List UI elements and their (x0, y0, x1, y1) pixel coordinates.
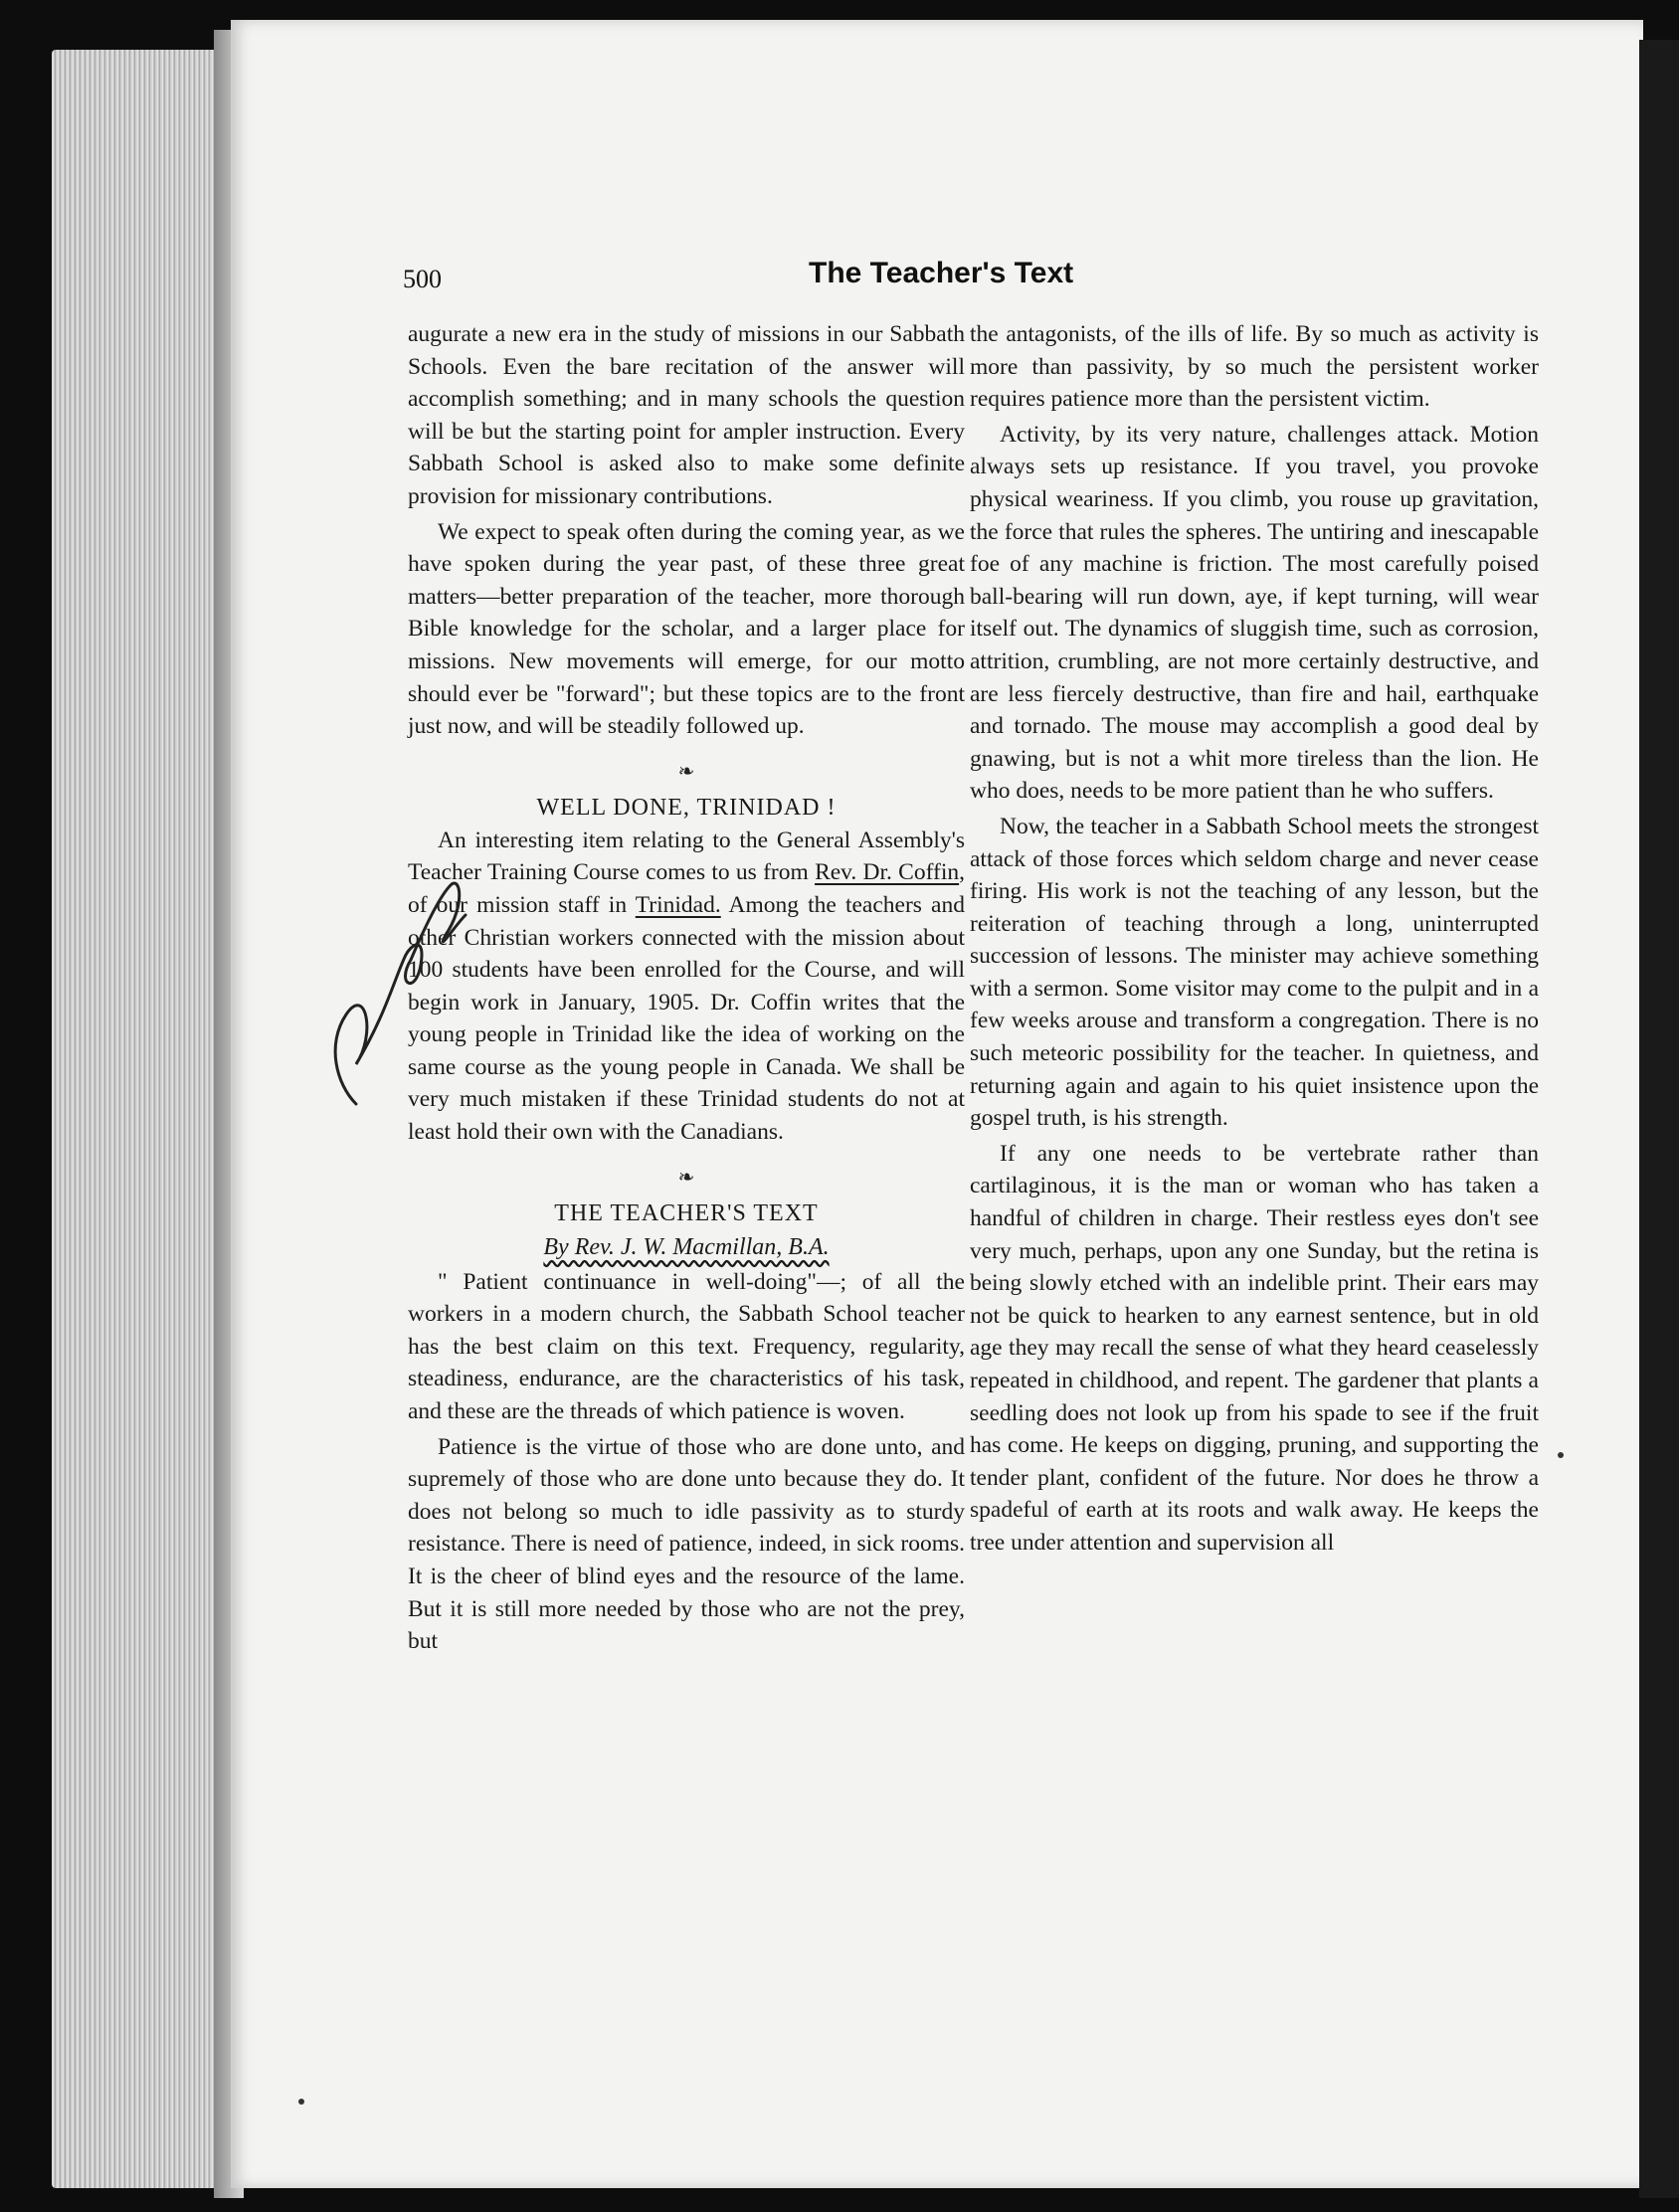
paragraph: Patience is the virtue of those who are done unto, and supremely of those who are done unto because they do. It does not belong so much to idle passivity as to sturdy resistance. There is need of patience, indeed, in sick rooms. It is the cheer of blind eyes and the resource of the lame. But it is still more needed by those who are not the prey, but (408, 1433, 965, 1655)
section-ornament: ❧ (677, 760, 695, 783)
underlined-place: Trinidad. (635, 891, 721, 918)
text-run: An interesting item relating to the General Assembly's Teacher Training Course comes to us from (408, 827, 965, 886)
paragraph: augurate a new era in the study of missions in our Sabbath Schools. Even the bare recitation of the answer will accomplish something; and in many schools the question will be but the starting point for ampler instruction. Every Sabbath School is asked also to make some definite provision for missionary contributions. (408, 321, 965, 509)
article-byline: By Rev. J. W. Macmillan, B.A. (543, 1233, 830, 1260)
text-run: , of our mission staff in (408, 859, 965, 918)
section-ornament: ❧ (677, 1166, 695, 1189)
speck (1558, 1452, 1564, 1458)
section-heading-trinidad: WELL DONE, TRINIDAD ! (536, 794, 837, 821)
right-column (970, 318, 1539, 1563)
page-right-edge (1639, 40, 1679, 2198)
article-heading: THE TEACHER'S TEXT (554, 1199, 819, 1226)
paragraph: the antagonists, of the ills of life. By so much as activity is more than passivity, by so much the persistent worker requires patience more than the persistent victim. (970, 321, 1539, 413)
handwritten-annotation (316, 865, 485, 1124)
paragraph: Now, the teacher in a Sabbath School meets the strongest attack of those forces which seldom charge and never cease firing. His work is not the teaching of any lesson, but the reiteration of teaching through a long, uninterrupted succession of lessons. The minister may achieve something with a sermon. Some visitor may come to the pulpit and in a few weeks arouse and transform a congregation. There is no such meteoric possibility for the teacher. In quietness, and returning again and again to his quiet insistence upon the gospel truth, is his strength. (970, 813, 1539, 1132)
paragraph-trinidad (408, 825, 965, 1149)
text-run: Among the teachers and other Christian workers connected with the mission about 100 students have been enrolled for the Course, and will begin work in January, 1905. Dr. Coffin writes that the young people in Trinidad like the idea of working on the same course as the young people in Canada. We shall be very much mistaken if these Trinidad students do not at least hold their own with the Canadians. (408, 891, 965, 1146)
running-head (403, 257, 1567, 296)
running-title: The Teacher's Text (809, 257, 1074, 289)
paragraph: " Patient continuance in well-doing"—; of all the workers in a modern church, the Sabbath School teacher has the best claim on this text. Frequency, regularity, steadiness, endurance, are the characteristics of his task, and these are the threads of which patience is woven. (408, 1268, 965, 1425)
left-column (408, 318, 965, 1661)
paragraph: Activity, by its very nature, challenges attack. Motion always sets up resistance. If you travel, you provoke physical weariness. If you climb, you rouse up gravitation, the force that rules the spheres. The untiring and inescapable foe of any machine is friction. The most carefully poised ball-bearing will run down, aye, if kept turning, will wear itself out. The dynamics of sluggish time, such as corrosion, attrition, crumbling, are not more certainly destructive, and are less fiercely destructive, than fire and hail, earthquake and tornado. The mouse may accomplish a good deal by gnawing, but is not a whit more tireless than the lion. He who does, needs to be more patient than he who suffers. (970, 421, 1539, 805)
paragraph: We expect to speak often during the coming year, as we have spoken during the year past, of these three great matters—better preparation of the teacher, more thorough Bible knowledge for the scholar, and a larger place for missions. New movements will emerge, for our motto should ever be "forward"; but these topics are to the front just now, and will be steadily followed up. (408, 518, 965, 740)
paragraph: If any one needs to be vertebrate rather than cartilaginous, it is the man or woman who has taken a handful of children in charge. Their restless eyes don't see very much, perhaps, upon any one Sunday, but the retina is being slowly etched with an indelible print. Their ears may not be quick to hearken to any earnest sentence, but in old age they may recall the sense of what they heard ceaselessly repeated in childhood, and repent. The gardener that plants a seedling does not look up from his spade to see if the fruit has come. He keeps on digging, pruning, and supporting the tender plant, confident of the future. Nor does he throw a spadeful of earth at its roots and walk away. He keeps the tree under attention and supervision all (970, 1140, 1539, 1556)
underlined-name: Rev. Dr. Coffin (815, 859, 960, 886)
book-fore-edge (52, 50, 231, 2188)
page-number: 500 (403, 265, 442, 293)
speck (298, 2099, 304, 2105)
